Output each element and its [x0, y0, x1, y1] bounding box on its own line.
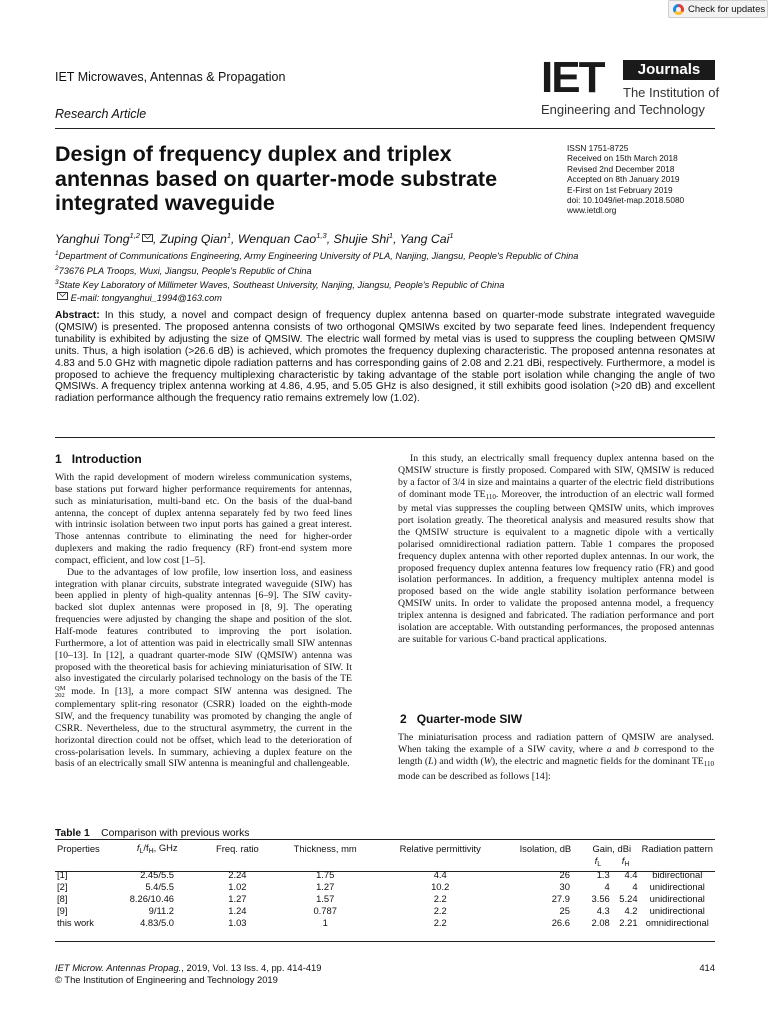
right-column-text — [398, 732, 714, 782]
paragraph-text: and — [611, 743, 635, 755]
section-number: 2 — [400, 712, 407, 726]
left-column-text — [55, 472, 352, 770]
cell-gain-fh: 4.4 — [624, 868, 638, 880]
paragraph — [398, 453, 714, 646]
table-row — [55, 892, 715, 904]
var-f: f — [621, 855, 625, 866]
cell-gain-fh: 5.24 — [619, 892, 638, 904]
cell-reference: [2] — [57, 880, 68, 892]
mode-subscript: 110 — [703, 759, 714, 768]
cell-thickness: 1.75 — [316, 868, 335, 880]
var-f: f — [594, 855, 598, 866]
cell-permittivity: 2.2 — [433, 892, 447, 904]
cell-gain-fl: 4.3 — [596, 904, 610, 916]
email-line — [55, 292, 578, 305]
article-type: Research Article — [55, 107, 147, 121]
cell-frequency: 4.83/5.0 — [140, 916, 174, 928]
iet-logo — [541, 53, 720, 124]
header-properties: Properties — [57, 843, 100, 854]
cell-pattern: unidirectional — [649, 904, 705, 916]
mode-subscript: 110 — [485, 492, 496, 501]
cell-permittivity: 2.2 — [433, 916, 447, 928]
cell-gain-fl: 1.3 — [596, 868, 610, 880]
affiliation-text: State Key Laboratory of Millimeter Waves, Southeast University, Nanjing, Jiangsu, People's Republic of China — [58, 280, 505, 291]
paragraph-text: In this study, an electrically small frequency duplex antenna based on the QMSIW structure is firstly proposed. Compared with SIW, QMSIW is reduced by a factor of 3/4 in size and maintains a quarter of the electric field distributions of dominant mode TE — [398, 453, 714, 500]
sub-L: L — [597, 861, 602, 868]
author-name[interactable]: Zuping Qian — [159, 232, 227, 247]
revised-date: Revised 2nd December 2018 — [567, 163, 675, 174]
paragraph-text: correspond to the length ( — [398, 743, 714, 767]
affiliation-item — [55, 248, 578, 263]
cell-permittivity: 2.2 — [433, 904, 447, 916]
header-gain: Gain, dBi — [592, 843, 632, 854]
cell-ratio: 1.24 — [228, 904, 247, 916]
page-footer — [55, 962, 321, 987]
table-caption-text: Comparison with previous works — [101, 828, 250, 839]
affiliations — [55, 248, 578, 305]
cell-frequency: 9/11.2 — [148, 904, 174, 916]
mode-script — [55, 685, 65, 699]
section-title: Quarter-mode SIW — [416, 712, 523, 726]
table-row — [55, 904, 715, 916]
section-heading-qmsiw — [400, 712, 522, 726]
author-affil-sup: 1 — [388, 231, 394, 240]
paragraph-text: mode can be described as follows [14]: — [398, 770, 551, 782]
cell-reference: [9] — [57, 904, 68, 916]
table-subheader-row — [55, 855, 715, 868]
affiliation-text: 73676 PLA Troops, Wuxi, Jiangsu, People's Republic of China — [58, 265, 312, 276]
cell-isolation: 26.6 — [551, 916, 570, 928]
subheader-gain-fl — [584, 855, 612, 868]
variable: a — [606, 743, 612, 755]
table-row — [55, 880, 715, 892]
sub-L: L — [139, 848, 144, 855]
efirst-date: E-First on 1st February 2019 — [567, 184, 673, 195]
cell-permittivity: 10.2 — [431, 880, 450, 892]
cell-isolation: 25 — [559, 904, 570, 916]
cell-isolation: 30 — [559, 880, 570, 892]
table-label: Table 1 — [55, 828, 90, 839]
paragraph-text: The miniaturisation process and radiation pattern of QMSIW are analysed. When taking the example of a SIW cavity, where — [398, 732, 714, 755]
affiliation-text: Department of Communications Engineering, Army Engineering University of PLA, Nanjing, Jiangsu, People's Republic of China — [58, 251, 579, 262]
paragraph — [398, 732, 714, 782]
cell-frequency: 8.26/10.46 — [129, 892, 174, 904]
website-link[interactable]: www.ietdl.org — [567, 205, 617, 216]
affiliation-sup: 2 — [55, 264, 59, 272]
author-name[interactable]: Shujie Shi — [333, 232, 389, 247]
affiliation-sup: 3 — [55, 279, 59, 287]
page-number: 414 — [699, 962, 715, 973]
cell-reference: [8] — [57, 892, 68, 904]
author-affil-sup: 1,3 — [316, 231, 327, 240]
article-metadata — [567, 143, 684, 216]
cell-permittivity: 4.4 — [433, 868, 447, 880]
comparison-table — [55, 839, 715, 928]
sub-H: H — [624, 861, 630, 868]
paragraph-text: mode. In [13], a more compact SIW antenna was designed. The complementary split-ring resonator (CSRR) loaded on the eighth-mode SIW, and the frequency tunability was promoted by changing the angle of CSRR. Nevertheless, due to the structural asymmetry, the current in the horizontal direction could not be offset, which lead to the deterioration of cross-polarisation levels. In summary, achieving a duplex feature on the basis of an electrically small SIW antenna is meaningful and challengeable. — [55, 686, 352, 770]
cell-gain-fh: 4 — [632, 880, 638, 892]
footer-citation: , 2019, Vol. 13 Iss. 4, pp. 414-419 — [181, 962, 322, 973]
cell-ratio: 1.03 — [228, 916, 247, 928]
unit: , GHz — [153, 842, 178, 853]
author-name[interactable]: Wenquan Cao — [237, 232, 317, 247]
author-affil-sup: 1 — [449, 231, 454, 240]
table-body — [55, 868, 715, 928]
cell-gain-fl: 3.56 — [591, 892, 610, 904]
affiliation-item — [55, 277, 578, 292]
journals-label: Journals — [623, 60, 715, 80]
right-column-text — [398, 453, 714, 646]
author-name[interactable]: Yanghui Tong — [55, 232, 130, 247]
cell-isolation: 26 — [559, 868, 570, 880]
issn: ISSN 1751-8725 — [567, 143, 629, 153]
abstract-label: Abstract: — [55, 310, 100, 321]
section-heading-introduction — [55, 452, 142, 466]
cell-thickness: 1.27 — [316, 880, 335, 892]
cell-frequency: 5.4/5.5 — [145, 880, 174, 892]
var-f: f — [136, 842, 140, 853]
article-title: Design of frequency duplex and triplex antennas based on quarter-mode substrate integrated waveguide — [55, 142, 498, 215]
header-divider — [55, 128, 715, 129]
header-isolation: Isolation, dB — [519, 843, 572, 854]
header-ratio: Freq. ratio — [216, 843, 259, 854]
variable: W — [483, 755, 492, 767]
cell-frequency: 2.45/5.5 — [140, 868, 174, 880]
cell-isolation: 27.9 — [551, 892, 570, 904]
cell-pattern: unidirectional — [649, 892, 705, 904]
cell-pattern: omnidirectional — [645, 916, 709, 928]
table-header-row — [55, 839, 715, 855]
check-for-updates-badge[interactable] — [668, 0, 768, 18]
email-address[interactable]: E-mail: tongyanghui_1994@163.com — [70, 292, 222, 303]
author-list: Yanghui Tong$^{1,2}$ , Zuping Qian$^1$, Wenquan Cao$^{1,3}$, Shujie Shi$^1$, Yang Cai$^1$ — [55, 231, 454, 247]
paragraph — [55, 567, 352, 771]
header-thickness: Thickness, mm — [293, 843, 357, 854]
paragraph-text: ), the electric and magnetic fields for the dominant TE — [491, 755, 704, 767]
update-icon — [673, 4, 684, 15]
cell-gain-fh: 4.2 — [624, 904, 638, 916]
footer-citation-line — [55, 962, 321, 974]
header-frequency — [116, 839, 198, 855]
paragraph-text: ) and width ( — [433, 755, 484, 767]
affiliation-item — [55, 263, 578, 278]
cell-thickness: 1 — [322, 916, 328, 928]
check-for-updates-label: Check for updates — [688, 3, 766, 15]
institution-line2: Engineering and Technology — [541, 102, 705, 117]
email-icon — [57, 292, 68, 300]
subheader-gain-fh — [612, 855, 640, 868]
section-title: Introduction — [71, 452, 142, 466]
abstract-text: In this study, a novel and compact design of frequency duplex antenna based on quarter-mode substrate integrated waveguide (QMSIW) is presented. The proposed antenna consists of two orthogonal QMSIWs excited by two separate feed lines. Independent frequency tunability is exhibited by adjusting the size of QMSIW. The electric wall formed by metal vias is used to suppress the coupling between QMSIW units. Thus, a high isolation (>26.6 dB) is achieved, which promotes the frequency duplexing characteristic. The proposed antenna resonates at 4.83 and 5.0 GHz with magnetic dipole radiation patterns and has corresponding gains of 2.08 and 2.21 dBi, respectively. Furthermore, a model is proposed to achieve the frequency multiplexing characteristic by taking advantage of the stable port isolation while changing the angle of two QMSIWs. A frequency triplex antenna working at 4.86, 4.95, and 5.05 GHz is also designed, it still exhibits good isolation (>20 dB) and excellent radiation performance although the frequency ratio remains extremely low (1.02). — [55, 310, 715, 405]
author-name[interactable]: Yang Cai — [399, 232, 450, 247]
accepted-date: Accepted on 8th January 2019 — [567, 174, 680, 185]
variable: b — [634, 743, 639, 755]
doi[interactable]: doi: 10.1049/iet-map.2018.5080 — [567, 195, 685, 206]
mode-superscript: QM — [55, 685, 66, 693]
footer-journal-abbrev: IET Microw. Antennas Propag. — [55, 962, 182, 973]
mode-subscript: 202 — [55, 692, 65, 700]
journal-name: IET Microwaves, Antennas & Propagation — [55, 70, 286, 84]
iet-logo-mark: IET — [541, 53, 604, 102]
cell-thickness: 0.787 — [313, 904, 337, 916]
received-date: Received on 15th March 2018 — [567, 153, 678, 164]
author-affil-sup: 1,2 — [129, 231, 140, 240]
cell-gain-fl: 4 — [604, 880, 610, 892]
author-affil-sup: 1 — [226, 231, 231, 240]
cell-ratio: 2.24 — [228, 868, 247, 880]
cell-ratio: 1.02 — [228, 880, 247, 892]
institution-line1: The Institution of — [623, 85, 720, 100]
table-row — [55, 916, 715, 928]
cell-thickness: 1.57 — [316, 892, 335, 904]
header-pattern: Radiation pattern — [641, 843, 713, 854]
cell-pattern: unidirectional — [649, 880, 705, 892]
paragraph-text: Due to the advantages of low profile, low insertion loss, and easiness integration with planar circuits, substrate integrated waveguide (SIW) has been applied in plenty of high-quality antennas [6–9]. The SIW cavity-backed slot duplex antennas were proposed in [8, 9]. The operating frequencies were adjusted by changing the shape and position of the slot. Half-mode features contributed to improving the port isolation. Furthermore, a lot of attention was paid in electrically small SIW antennas [10–13]. In [12], a quadrant quarter-mode SIW (QMSIW) antenna was proposed with the theoretical basis for achieving miniaturisation of SIW. It also investigated the circularly polarised technology on the basis of the TE — [55, 566, 352, 685]
table-row — [55, 868, 715, 880]
table-bottom-rule — [55, 941, 715, 942]
section-number: 1 — [55, 452, 62, 466]
paragraph-text: . Moreover, the introduction of an electric wall formed by metal vias suppresses the coupling between QMSIW units, which improves port isolation greatly. The theoretical analysis and measured results show that the QMSIW structure is equivalent to a magnetic dipole with a vertically polarised omnidirectional radiation pattern. Table 1 compares the proposed frequency duplex antenna with other reported duplex antennas. In our work, the proposed frequency duplex antenna features low frequency ratio (FR) and good isolation performances. In addition, a frequency multiplex antenna model is proposed based on the wide angle stability isolation performance between QMSIW units. In order to validate the proposed antenna model, a frequency triplex antenna is designed and fabricated. The radiation performance and port isolation are acceptable. With outstanding performances, the proposed antennas are suitable for various C-band practical applications. — [398, 488, 714, 645]
cell-gain-fh: 2.21 — [619, 916, 638, 928]
footer-copyright: © The Institution of Engineering and Technology 2019 — [55, 974, 278, 986]
variable: L — [428, 755, 434, 767]
abstract-divider — [55, 437, 715, 438]
cell-reference: this work — [57, 916, 94, 928]
email-icon[interactable] — [142, 234, 153, 242]
header-permittivity: Relative permittivity — [399, 843, 481, 854]
affiliation-sup: 1 — [55, 250, 59, 257]
cell-gain-fl: 2.08 — [591, 916, 610, 928]
cell-reference: [1] — [57, 868, 68, 880]
cell-pattern: bidirectional — [652, 868, 703, 880]
slash-f: /f — [143, 842, 149, 853]
abstract — [55, 310, 715, 405]
paragraph: With the rapid development of modern wireless communication systems, base stations put forward higher performance requirements for antennas, such as miniaturisation, multi-band etc. On the basis of the dual-band antenna, the concept of duplex antenna separately fed by two feed lines with intrinsic isolation between two input ports has gained a great interest. Those antennas contribute to eliminating the need for higher-order duplexers and making the radio frequency (RF) front-end system more compact, efficient, and low cost [1–5]. — [55, 472, 352, 566]
sub-H: H — [148, 848, 154, 855]
cell-ratio: 1.27 — [228, 892, 247, 904]
table-caption — [55, 828, 249, 839]
